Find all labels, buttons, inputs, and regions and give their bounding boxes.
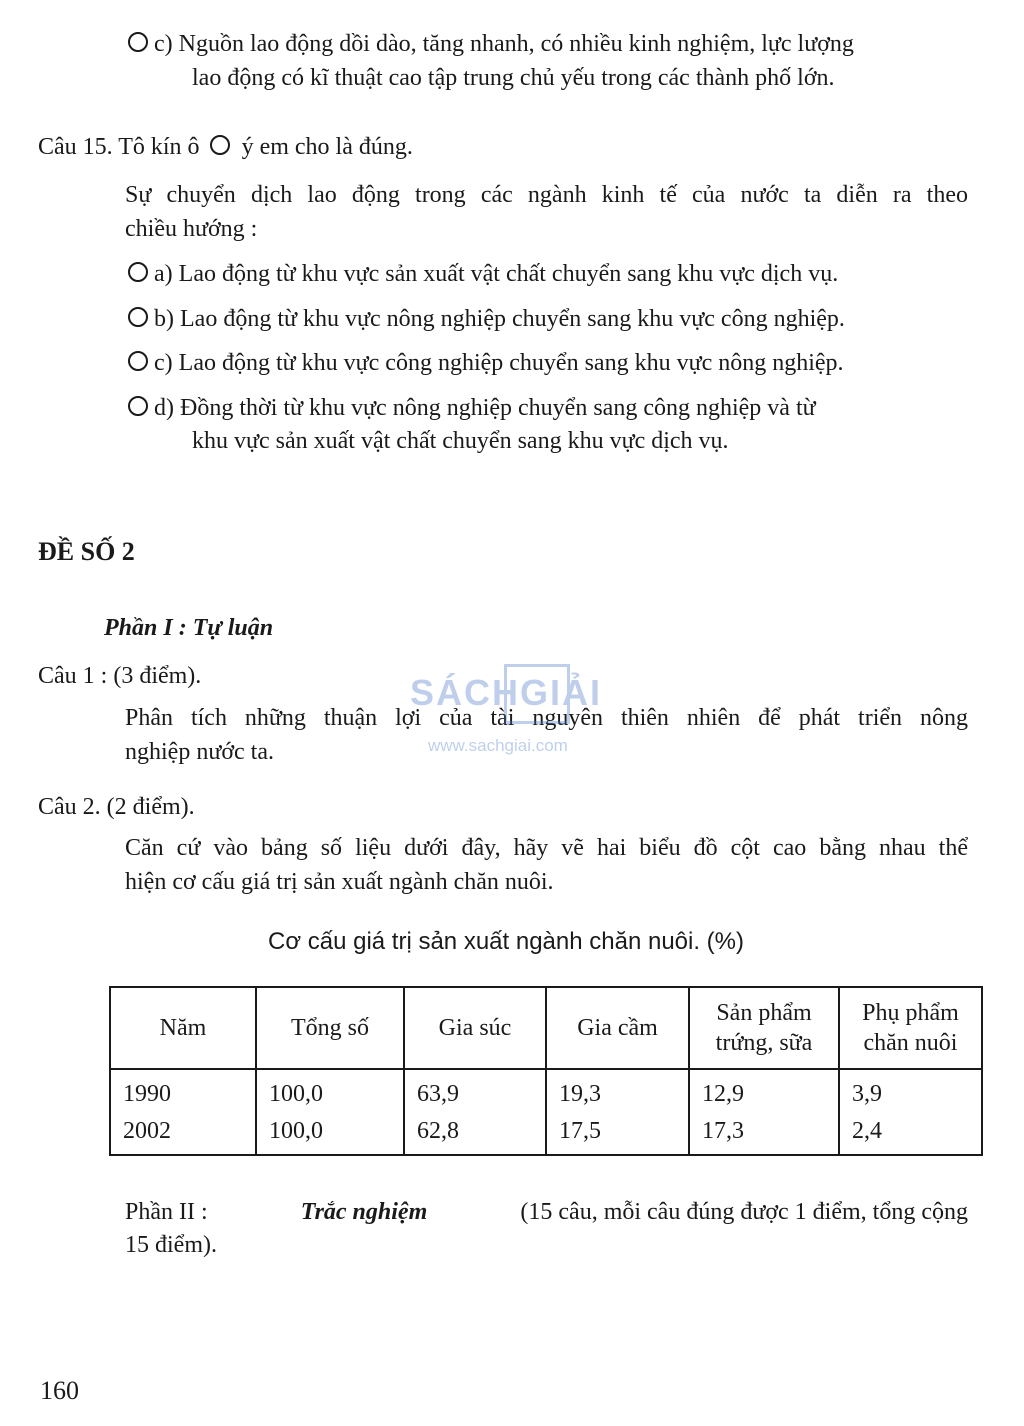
header-total: Tổng số xyxy=(256,987,404,1069)
header-byproducts: Phụ phẩm chăn nuôi xyxy=(839,987,982,1069)
option-circle-icon[interactable] xyxy=(128,396,148,416)
cell-total: 100,0 100,0 xyxy=(256,1069,404,1155)
cell-eggs-milk: 12,9 17,3 xyxy=(689,1069,839,1155)
cell-byproducts: 3,9 2,4 xyxy=(839,1069,982,1155)
header-cattle: Gia súc xyxy=(404,987,546,1069)
page-number: 160 xyxy=(40,1376,79,1405)
header-year: Năm xyxy=(110,987,256,1069)
cell-cattle: 63,9 62,8 xyxy=(404,1069,546,1155)
option-circle-icon[interactable] xyxy=(128,262,148,282)
option-d-line2: khu vực sản xuất vật chất chuyển sang khu vực dịch vụ. xyxy=(192,428,729,454)
question-1-line2: nghiệp nước ta. xyxy=(125,739,274,765)
part2-line2: 15 điểm). xyxy=(125,1232,217,1258)
header-poultry: Gia cầm xyxy=(546,987,689,1069)
option-a: a) Lao động từ khu vực sản xuất vật chất chuyển sang khu vực dịch vụ. xyxy=(128,258,838,290)
option-d: d) Đồng thời từ khu vực nông nghiệp chuyển sang công nghiệp và từ xyxy=(128,392,816,424)
cell-years: 1990 2002 xyxy=(110,1069,256,1155)
question-1-line1: Phân tích những thuận lợi của tài nguyên thiên nhiên để phát triển nông xyxy=(125,705,968,731)
question-2-line2: hiện cơ cấu giá trị sản xuất ngành chăn nuôi. xyxy=(125,869,554,895)
question-15-title: Câu 15. Tô kín ô ý em cho là đúng. xyxy=(38,134,413,160)
part2-line1: Phần II : Trắc nghiệm (15 câu, mỗi câu đúng được 1 điểm, tổng cộng xyxy=(125,1199,968,1225)
cell-poultry: 19,3 17,5 xyxy=(546,1069,689,1155)
option-circle-icon[interactable] xyxy=(128,307,148,327)
option-circle-icon[interactable] xyxy=(128,351,148,371)
option-b: b) Lao động từ khu vực nông nghiệp chuyển sang khu vực công nghiệp. xyxy=(128,303,845,335)
question-2-line1: Căn cứ vào bảng số liệu dưới đây, hãy vẽ hai biểu đồ cột cao bằng nhau thể xyxy=(125,835,968,861)
option-c-line2: lao động có kĩ thuật cao tập trung chủ yếu trong các thành phố lớn. xyxy=(192,65,835,91)
circle-icon xyxy=(210,135,230,155)
option-circle-icon[interactable] xyxy=(128,32,148,52)
question-1-title: Câu 1 : (3 điểm). xyxy=(38,663,202,689)
header-eggs-milk: Sản phẩm trứng, sữa xyxy=(689,987,839,1069)
question-2-title: Câu 2. (2 điểm). xyxy=(38,794,195,820)
table-caption: Cơ cấu giá trị sản xuất ngành chăn nuôi. (%) xyxy=(268,928,745,955)
question-15-stem-line2: chiều hướng : xyxy=(125,216,258,242)
livestock-table xyxy=(109,986,983,1156)
question-15-stem-line1: Sự chuyển dịch lao động trong các ngành kinh tế của nước ta diễn ra theo xyxy=(125,182,968,208)
part1-title: Phần I : Tự luận xyxy=(104,615,274,641)
option-c: c) Lao động từ khu vực công nghiệp chuyển sang khu vực nông nghiệp. xyxy=(128,347,844,379)
option-c-line1: c) Nguồn lao động dồi dào, tăng nhanh, có nhiều kinh nghiệm, lực lượng xyxy=(128,28,854,60)
table-row xyxy=(110,1069,982,1155)
watermark-logo: SÁCHGIẢI www.sachgiai.com xyxy=(400,664,630,764)
table-header-row xyxy=(110,987,982,1069)
exam-heading: ĐỀ SỐ 2 xyxy=(38,537,135,566)
